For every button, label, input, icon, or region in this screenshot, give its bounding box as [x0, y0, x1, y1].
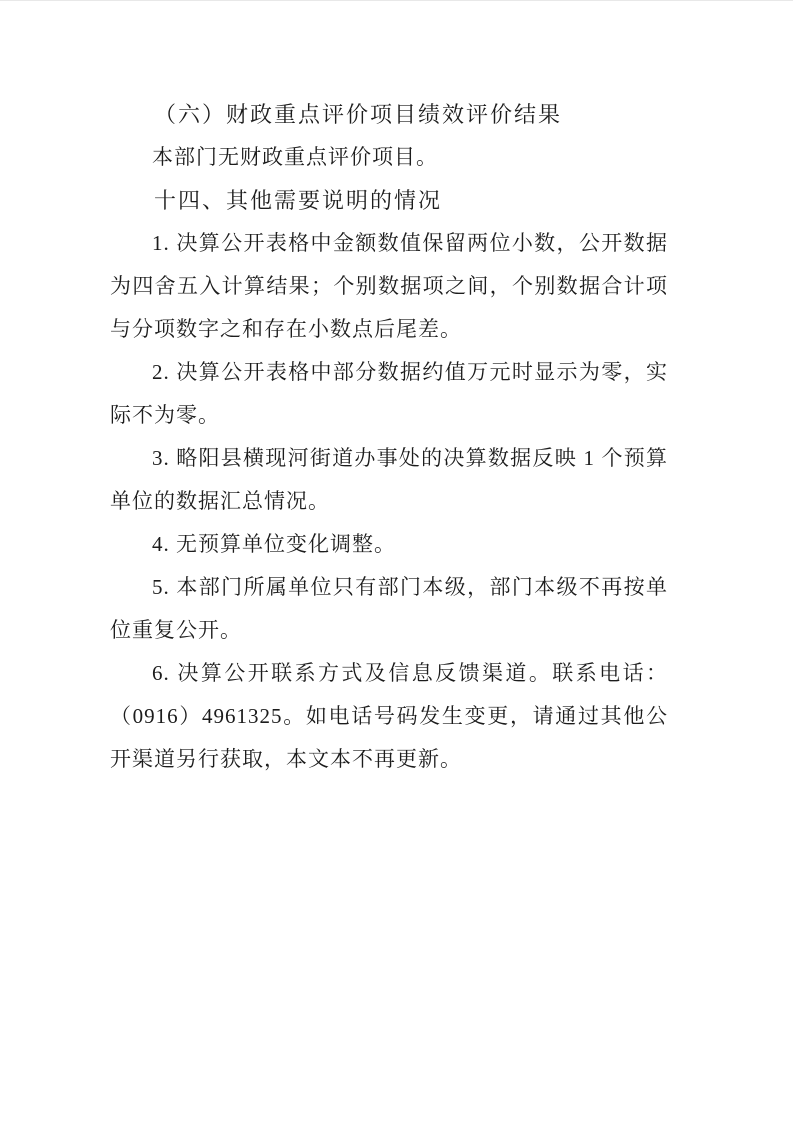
page-content [110, 93, 668, 781]
note-paragraph-5: 5. 本部门所属单位只有部门本级，部门本级不再按单位重复公开。 [110, 575, 668, 642]
note-paragraph-2: 2. 决算公开表格中部分数据约值万元时显示为零，实际不为零。 [110, 360, 668, 427]
note-paragraph-1: 1. 决算公开表格中金额数值保留两位小数，公开数据为四舍五入计算结果；个别数据项之间，个别数据合计项与分项数字之和存在小数点后尾差。 [110, 231, 668, 341]
note-paragraph-3: 3. 略阳县横现河街道办事处的决算数据反映 1 个预算单位的数据汇总情况。 [110, 446, 668, 513]
note-paragraph-4: 4. 无预算单位变化调整。 [152, 532, 396, 556]
chapter-heading: 十四、其他需要说明的情况 [154, 188, 443, 213]
section-body-paragraph: 本部门无财政重点评价项目。 [152, 145, 438, 169]
section-heading: （六）财政重点评价项目绩效评价结果 [154, 102, 563, 127]
note-paragraph-6: 6. 决算公开联系方式及信息反馈渠道。联系电话：（0916）4961325。如电话号码发生变更，请通过其他公开渠道另行获取，本文本不再更新。 [110, 661, 668, 771]
